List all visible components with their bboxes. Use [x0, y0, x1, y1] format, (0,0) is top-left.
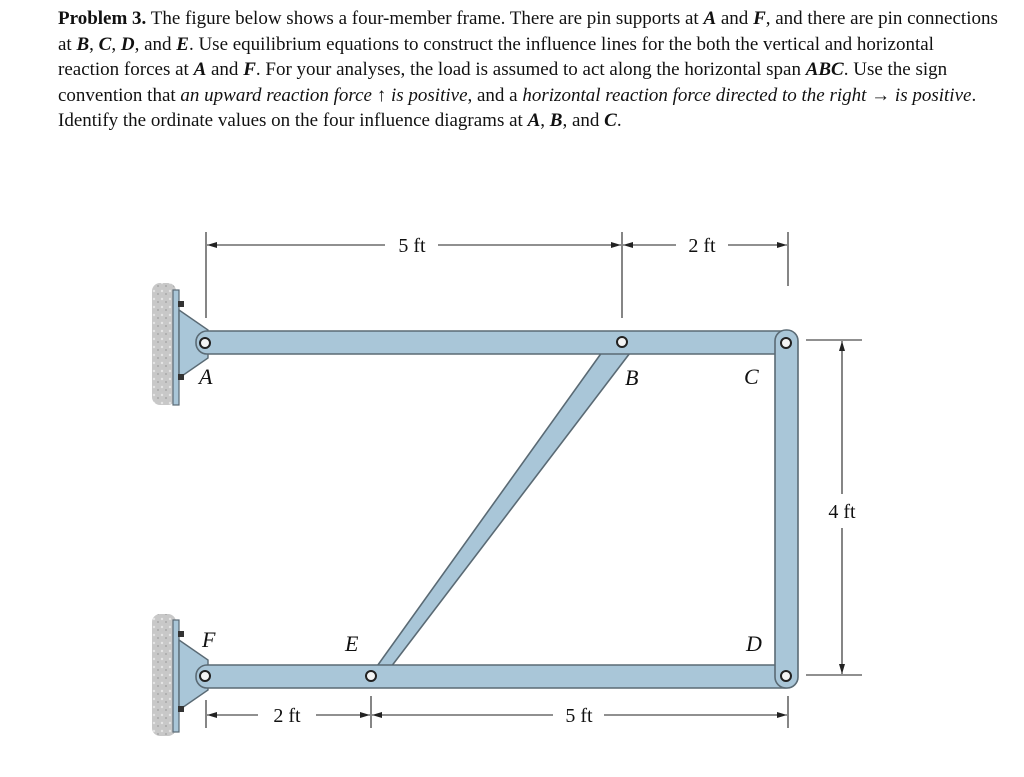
pin-b — [617, 337, 627, 347]
label-b: B — [625, 365, 639, 390]
member-cd — [775, 330, 798, 688]
sign-convention-horizontal: horizontal reaction force directed to the right → is positive — [522, 84, 972, 106]
pin-f — [200, 671, 210, 681]
label-e: E — [345, 631, 359, 656]
dim-height: 4 ft — [828, 501, 856, 523]
dim-bottom-left: 2 ft — [273, 705, 301, 727]
wall-support-a — [152, 283, 176, 405]
sign-convention-vertical: an upward reaction force ↑ is positive — [180, 84, 468, 106]
label-c: C — [744, 364, 759, 389]
label-f: F — [202, 627, 216, 652]
pin-d — [781, 671, 791, 681]
label-d: D — [746, 631, 762, 656]
member-abc — [196, 331, 796, 354]
member-be — [365, 341, 633, 684]
label-a: A — [199, 364, 213, 389]
problem-number: Problem 3. — [58, 8, 147, 29]
wall-support-f — [152, 614, 176, 736]
dim-bottom-right: 5 ft — [565, 705, 593, 727]
pin-a — [200, 338, 210, 348]
dim-top-right: 2 ft — [688, 235, 716, 257]
member-fed — [196, 665, 796, 688]
problem-statement: Problem 3. The figure below shows a four-member frame. There are pin supports at A and F, and there are pin connections at B, C, D, and E. Use equilibrium equations to construct the influence lines for the both the vertical and horizontal reaction forces at A and F. For your analyses, the load is assumed to act along the horizontal span ABC. Use the sign convention that an upward reaction force ↑ is positive, and a horizontal reaction force directed to the right → is positive. Identify the ordinate values on the four influence diagrams at A, B, and C. — [58, 8, 998, 131]
pin-e — [366, 671, 376, 681]
dim-top-left: 5 ft — [398, 235, 426, 257]
pin-c — [781, 338, 791, 348]
